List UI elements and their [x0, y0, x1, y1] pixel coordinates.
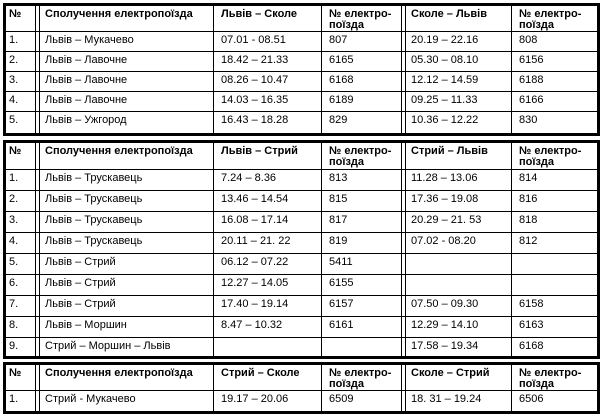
header-label-line: Сполучення електропоїзда: [45, 145, 193, 157]
out-train-number: 5411: [329, 256, 353, 268]
row-number: 4.: [9, 235, 19, 247]
back-train-number: 812: [519, 235, 538, 247]
out-time: 16.43 – 18.28: [221, 114, 289, 126]
back-time: 09.25 – 11.33: [411, 94, 478, 106]
schedule-row: [6, 337, 597, 358]
schedule-row: [6, 274, 597, 295]
back-time: 07.50 – 09.30: [411, 298, 479, 310]
schedule-row: [6, 316, 597, 337]
route-name: Львів – Лавочне: [45, 54, 128, 66]
header-label-line: поїзда: [329, 19, 365, 31]
route-name: Львів – Мукачево: [45, 34, 134, 46]
back-train-number: 830: [519, 114, 538, 126]
header-label-line: поїзда: [519, 378, 555, 390]
header-label-line: Сколе – Львів: [411, 8, 488, 20]
header-direction-back: [408, 365, 512, 390]
train-schedule-table: [3, 3, 600, 414]
header-train-number: [326, 143, 404, 169]
back-train-number: 808: [519, 34, 538, 46]
back-time: 10.36 – 12.22: [411, 114, 479, 126]
header-direction-out: [218, 6, 322, 31]
header-label-line: № електро-: [329, 367, 392, 379]
header-label-line: поїзда: [329, 156, 365, 168]
route-name: Львів – Трускавець: [45, 214, 143, 226]
route-name: Стрий – Моршин – Львів: [45, 340, 171, 352]
header-number: [6, 6, 36, 31]
section-header-row: [6, 143, 597, 169]
back-train-number: 816: [519, 193, 538, 205]
out-time: 12.27 – 14.05: [221, 277, 289, 289]
header-direction-out: [218, 143, 322, 169]
row-number: 3.: [9, 74, 19, 86]
row-number: 6.: [9, 277, 19, 289]
route-name: Львів – Трускавець: [45, 235, 143, 247]
back-train-number: 814: [519, 172, 538, 184]
header-label-line: Стрий – Сколе: [221, 367, 300, 379]
route-name: Львів – Лавочне: [45, 94, 128, 106]
header-route: [42, 143, 214, 169]
row-number: 5.: [9, 114, 19, 126]
header-label-line: № електро-: [519, 367, 582, 379]
back-train-number: [516, 254, 601, 274]
out-train-number: 6509: [329, 393, 354, 405]
header-label-line: № електро-: [329, 8, 392, 20]
header-label-line: поїзда: [519, 156, 555, 168]
out-time: [218, 338, 322, 358]
header-label-line: №: [9, 145, 22, 157]
out-time: 7.24 – 8.36: [221, 172, 277, 184]
schedule-row: [6, 390, 597, 410]
header-label-line: поїзда: [519, 19, 555, 31]
out-train-number: 819: [329, 235, 348, 247]
out-train-number: 6157: [329, 298, 354, 310]
back-time: 12.12 – 14.59: [411, 74, 479, 86]
out-train-number: 6189: [329, 94, 354, 106]
row-number: 2.: [9, 193, 19, 205]
row-number: 7.: [9, 298, 19, 310]
row-number: 3.: [9, 214, 19, 226]
schedule-row: [6, 211, 597, 232]
back-train-number: 6156: [519, 54, 544, 66]
header-direction-back: [408, 6, 512, 31]
back-train-number: 6166: [519, 94, 544, 106]
row-number: 1.: [9, 393, 19, 405]
header-label-line: Львів – Сколе: [221, 8, 298, 20]
header-train-number: [516, 6, 601, 31]
out-time: 17.40 – 19.14: [221, 298, 289, 310]
row-number: 4.: [9, 94, 19, 106]
out-time: 06.12 – 07.22: [221, 256, 289, 268]
row-number: 8.: [9, 319, 19, 331]
header-label-line: №: [9, 8, 22, 20]
schedule-row: [6, 91, 597, 111]
section-header-row: [6, 365, 597, 390]
schedule-row: [6, 295, 597, 316]
header-number: [6, 143, 36, 169]
back-train-number: 6158: [519, 298, 544, 310]
row-number: 1.: [9, 172, 19, 184]
back-train-number: 6168: [519, 340, 544, 352]
back-time: 17.58 – 19.34: [411, 340, 479, 352]
out-train-number: 6165: [329, 54, 354, 66]
out-train-number: 6168: [329, 74, 354, 86]
section-header-row: [6, 6, 597, 31]
schedule-row: [6, 111, 597, 131]
out-train-number: 6155: [329, 277, 354, 289]
row-number: 1.: [9, 34, 19, 46]
back-time: 05.30 – 08.10: [411, 54, 479, 66]
back-train-number: [516, 275, 601, 295]
route-name: Львів – Трускавець: [45, 193, 143, 205]
schedule-row: [6, 169, 597, 190]
back-train-number: 818: [519, 214, 538, 226]
out-train-number: 815: [329, 193, 348, 205]
back-time: 12.29 – 14.10: [411, 319, 479, 331]
schedule-row: [6, 71, 597, 91]
schedule-row: [6, 253, 597, 274]
header-label-line: № електро-: [519, 8, 582, 20]
header-direction-out: [218, 365, 322, 390]
header-label-line: Стрий – Львів: [411, 145, 488, 157]
out-train-number: 813: [329, 172, 348, 184]
schedule-row: [6, 190, 597, 211]
row-number: 2.: [9, 54, 19, 66]
header-label-line: Львів – Стрий: [221, 145, 298, 157]
header-train-number: [326, 365, 404, 390]
back-train-number: 6506: [519, 393, 544, 405]
out-time: 07.01 - 08.51: [221, 34, 286, 46]
route-name: Львів – Лавочне: [45, 74, 128, 86]
row-number: 5.: [9, 256, 19, 268]
out-time: 8.47 – 10.32: [221, 319, 283, 331]
back-time: 11.28 – 13.06: [411, 172, 478, 184]
schedule-row: [6, 31, 597, 51]
back-time: 20.19 – 22.16: [411, 34, 479, 46]
header-train-number: [516, 365, 601, 390]
header-label-line: поїзда: [329, 378, 365, 390]
header-train-number: [516, 143, 601, 169]
out-time: 20.11 – 21. 22: [221, 235, 291, 247]
schedule-section: [3, 362, 600, 414]
out-time: 16.08 – 17.14: [221, 214, 289, 226]
route-name: Львів – Трускавець: [45, 172, 143, 184]
out-train-number: 6161: [329, 319, 354, 331]
out-time: 19.17 – 20.06: [221, 393, 289, 405]
route-name: Львів – Стрий: [45, 256, 116, 268]
schedule-row: [6, 232, 597, 253]
route-name: Львів – Стрий: [45, 298, 116, 310]
header-train-number: [326, 6, 404, 31]
header-label-line: № електро-: [329, 145, 392, 157]
route-name: Львів – Стрий: [45, 277, 116, 289]
back-time: 18. 31 – 19.24: [411, 393, 482, 405]
back-time: 17.36 – 19.08: [411, 193, 479, 205]
back-train-number: 6163: [519, 319, 544, 331]
header-label-line: №: [9, 367, 22, 379]
back-time: 20.29 – 21. 53: [411, 214, 482, 226]
header-label-line: Сполучення електропоїзда: [45, 367, 193, 379]
back-time: [408, 275, 512, 295]
header-label-line: Сполучення електропоїзда: [45, 8, 193, 20]
out-train-number: [326, 338, 404, 358]
schedule-row: [6, 51, 597, 71]
schedule-section: [3, 140, 600, 359]
out-time: 08.26 – 10.47: [221, 74, 289, 86]
back-train-number: 6188: [519, 74, 544, 86]
row-number: 9.: [9, 340, 19, 352]
out-train-number: 817: [329, 214, 348, 226]
out-time: 14.03 – 16.35: [221, 94, 289, 106]
back-time: [408, 254, 512, 274]
header-route: [42, 365, 214, 390]
header-route: [42, 6, 214, 31]
route-name: Стрий - Мукачево: [45, 393, 136, 405]
route-name: Львів – Ужгород: [45, 114, 127, 126]
header-label-line: Сколе – Стрий: [411, 367, 490, 379]
out-train-number: 829: [329, 114, 348, 126]
header-direction-back: [408, 143, 512, 169]
out-time: 18.42 – 21.33: [221, 54, 289, 66]
out-train-number: 807: [329, 34, 348, 46]
header-label-line: № електро-: [519, 145, 582, 157]
route-name: Львів – Моршин: [45, 319, 127, 331]
header-number: [6, 365, 36, 390]
schedule-section: [3, 3, 600, 136]
back-time: 07.02 - 08.20: [411, 235, 476, 247]
out-time: 13.46 – 14.54: [221, 193, 289, 205]
